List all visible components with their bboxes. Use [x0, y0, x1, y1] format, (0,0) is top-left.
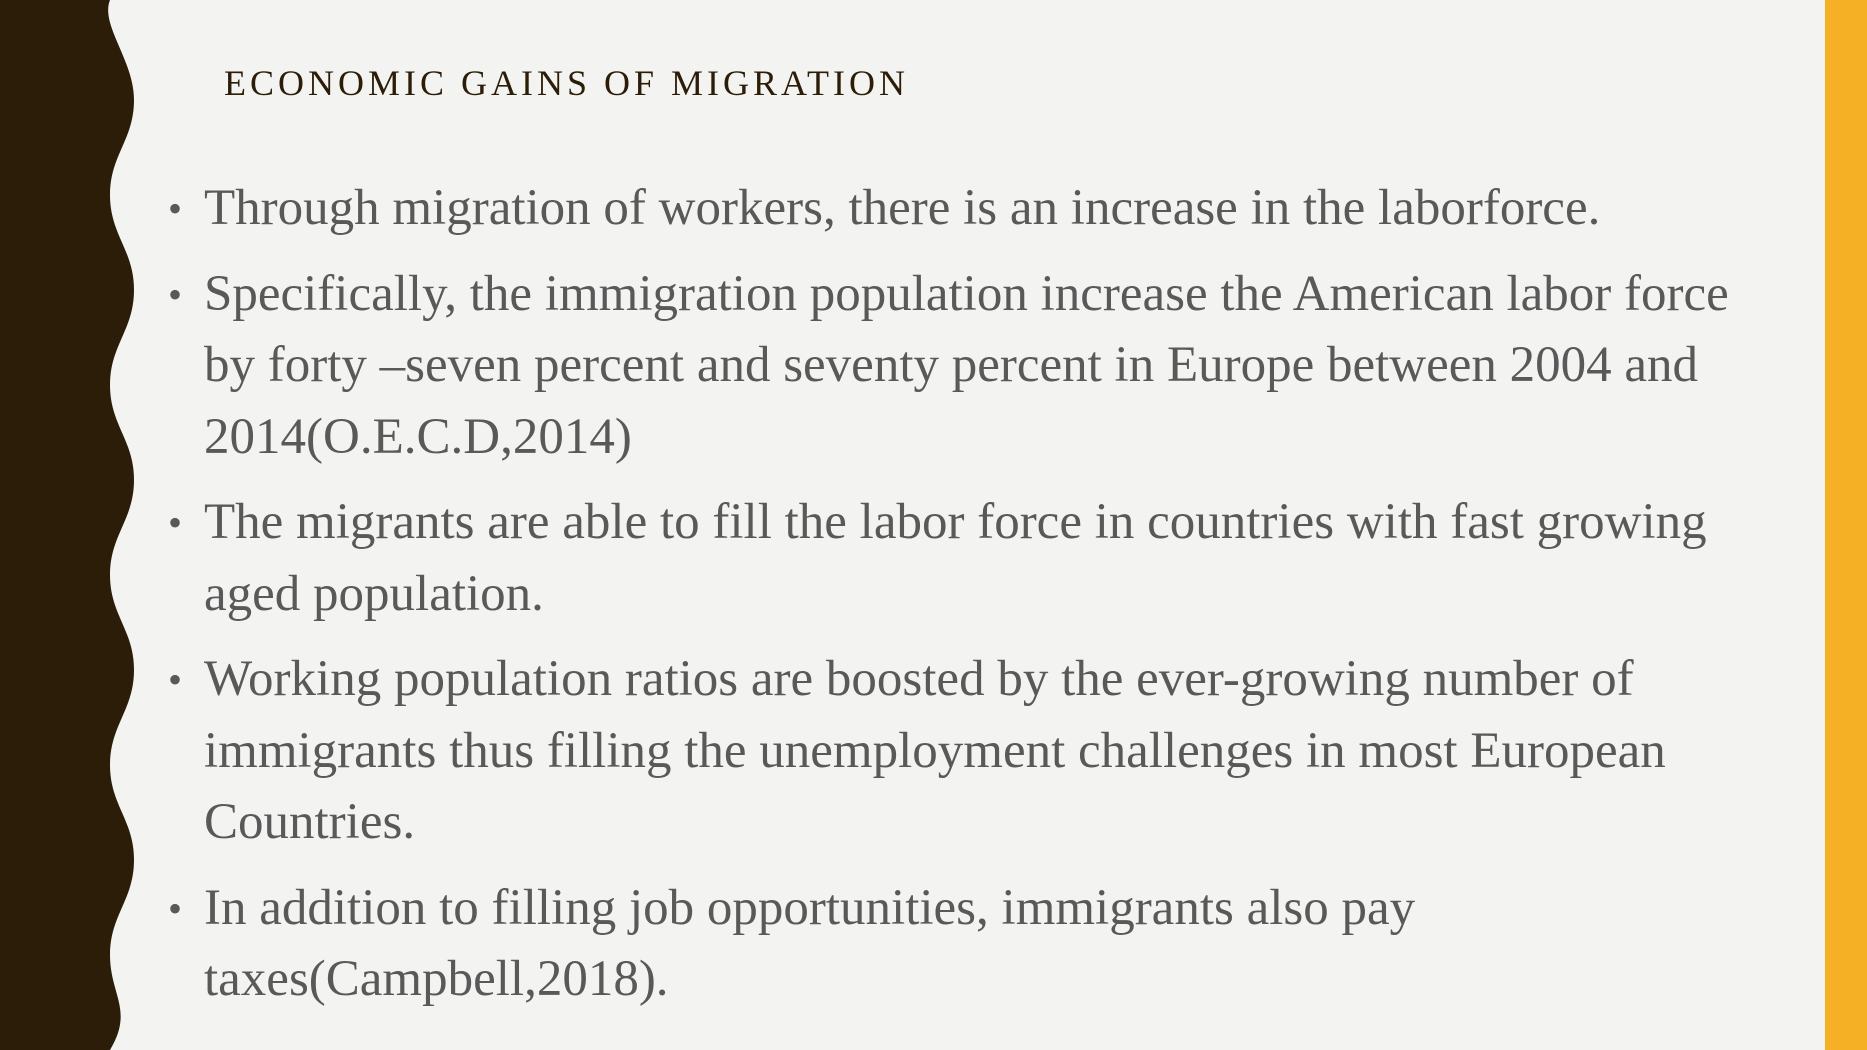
bullet-item [168, 173, 1780, 245]
bullet-dot-icon: • [168, 271, 183, 317]
bullet-text: Through migration of workers, there is an increase in the laborforce. [204, 180, 1601, 236]
bullet-item [168, 487, 1780, 630]
bullet-dot-icon: • [168, 885, 183, 931]
slide-title: ECONOMIC GAINS OF MIGRATION [224, 63, 910, 103]
bullet-item [168, 259, 1780, 474]
bullet-text: Working population ratios are boosted by the ever-growing number of immigrants thus filling the unemployment challenges in most European Countries. [204, 651, 1666, 850]
bullet-dot-icon: • [168, 186, 183, 231]
bullet-text: The migrants are able to fill the labor force in countries with fast growing aged population. [204, 494, 1707, 622]
bullet-dot-icon: • [168, 657, 183, 702]
left-wavy-band [0, 0, 150, 1050]
bullet-list [168, 173, 1780, 1030]
bullet-item [168, 644, 1780, 859]
bullet-dot-icon: • [168, 500, 183, 545]
right-accent-band [1825, 0, 1867, 1050]
bullet-text: In addition to filling job opportunities, immigrants also pay taxes(Campbell,2018). [204, 879, 1416, 1007]
bullet-item [168, 873, 1780, 1016]
bullet-text: Specifically, the immigration population increase the American labor force by forty –seven percent and seventy percent in Europe between 2004 and 2014(O.E.C.D,2014) [204, 265, 1729, 465]
